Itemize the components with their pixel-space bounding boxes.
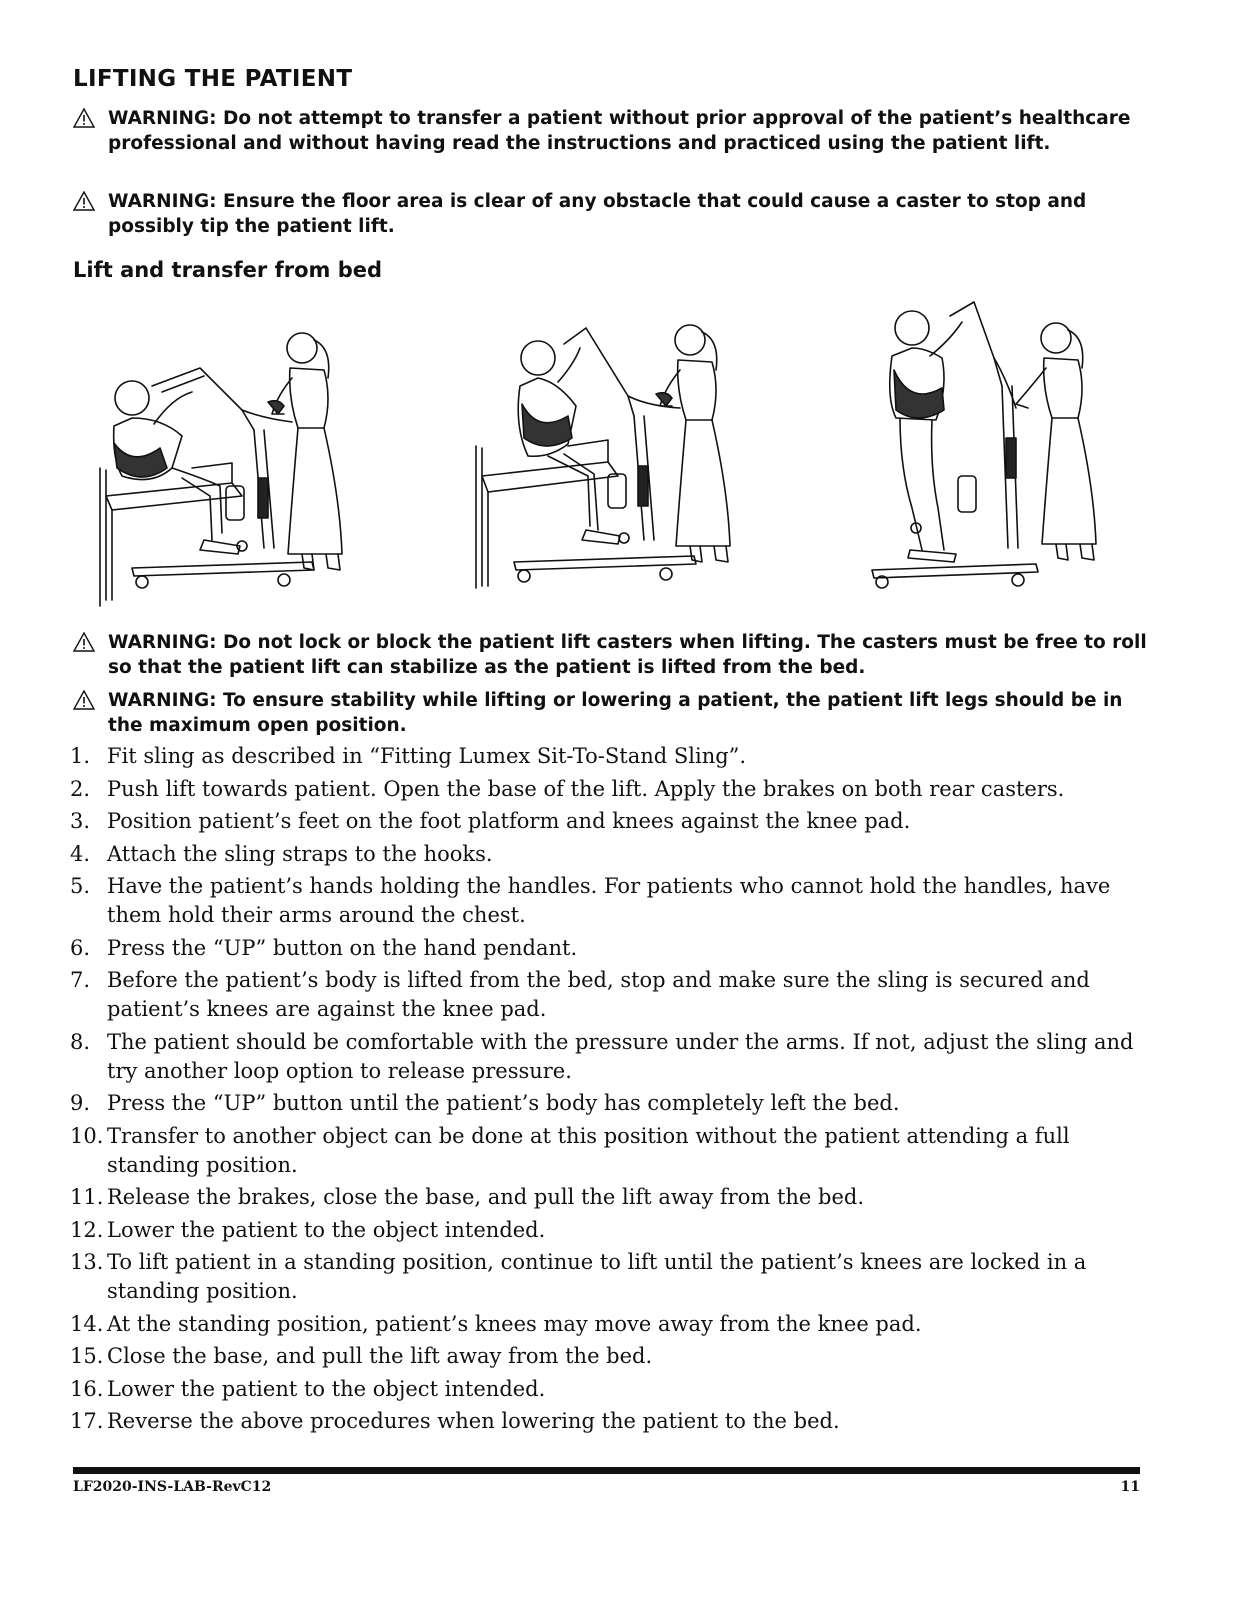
step-item: 4. Attach the sling straps to the hooks. <box>70 841 493 866</box>
section-heading: LIFTING THE PATIENT <box>73 66 353 92</box>
warning-stability <box>73 688 1153 738</box>
procedure-steps <box>70 742 1160 1440</box>
step-item: 5. Have the patient’s hands holding the handles. For patients who cannot hold the handles, have them hold their arms around the chest. <box>70 874 1111 927</box>
step-item: 1. Fit sling as described in “Fitting Lumex Sit-To-Stand Sling”. <box>70 744 747 768</box>
step-item: 9. Press the “UP” button until the patient’s body has completely left the bed. <box>70 1091 900 1115</box>
step-item: 13. To lift patient in a standing position, continue to lift until the patient’s knees are locked in a standing position. <box>70 1250 1087 1303</box>
step-item: 16. Lower the patient to the object intended. <box>70 1376 546 1401</box>
document-code: LF2020-INS-LAB-RevC12 <box>73 1479 272 1495</box>
warning-text: WARNING: Do not attempt to transfer a patient without prior approval of the patient’s healthcare professional and without having read the instructions and practiced using the patient lift. <box>108 108 1131 154</box>
step-item: 17. Reverse the above procedures when lowering the patient to the bed. <box>70 1409 840 1433</box>
warning-text: WARNING: Do not lock or block the patient lift casters when lifting. The casters must be free to roll so that the patient lift can stabilize as the patient is lifted from the bed. <box>108 632 1147 678</box>
warning-approval <box>73 106 1153 156</box>
step-item: 2. Push lift towards patient. Open the base of the lift. Apply the brakes on both rear casters. <box>70 776 1065 801</box>
step-item: 8. The patient should be comfortable with the pressure under the arms. If not, adjust the sling and try another loop option to release pressure. <box>70 1029 1134 1083</box>
illustration-patient-rising <box>468 316 748 606</box>
subsection-heading: Lift and transfer from bed <box>73 258 383 282</box>
warning-casters <box>73 630 1153 680</box>
step-item: 7. Before the patient’s body is lifted from the bed, stop and make sure the sling is secured and patient’s knees are against the knee pad. <box>70 968 1090 1021</box>
step-item: 12. Lower the patient to the object intended. <box>70 1217 546 1242</box>
step-item: 3. Position patient’s feet on the foot platform and knees against the knee pad. <box>70 809 911 833</box>
page-number: 11 <box>1120 1479 1140 1495</box>
warning-triangle-icon <box>73 191 95 211</box>
footer-rule <box>73 1467 1140 1474</box>
warning-triangle-icon <box>73 632 95 652</box>
warning-floor-clear <box>73 189 1153 239</box>
illustration-seated-patient <box>92 318 362 608</box>
warning-text: WARNING: Ensure the floor area is clear of any obstacle that could cause a caster to stop and possibly tip the patient lift. <box>108 191 1087 237</box>
warning-text: WARNING: To ensure stability while lifting or lowering a patient, the patient lift legs should be in the maximum open position. <box>108 690 1123 736</box>
warning-triangle-icon <box>73 690 95 710</box>
step-item: 6. Press the “UP” button on the hand pendant. <box>70 935 578 960</box>
warning-triangle-icon <box>73 108 95 128</box>
step-item: 15. Close the base, and pull the lift away from the bed. <box>70 1344 653 1368</box>
illustration-patient-standing <box>866 298 1116 590</box>
step-item: 14. At the standing position, patient’s knees may move away from the knee pad. <box>70 1311 922 1336</box>
step-item: 10. Transfer to another object can be done at this position without the patient attending a full standing position. <box>70 1123 1070 1177</box>
step-item: 11. Release the brakes, close the base, and pull the lift away from the bed. <box>70 1185 864 1209</box>
